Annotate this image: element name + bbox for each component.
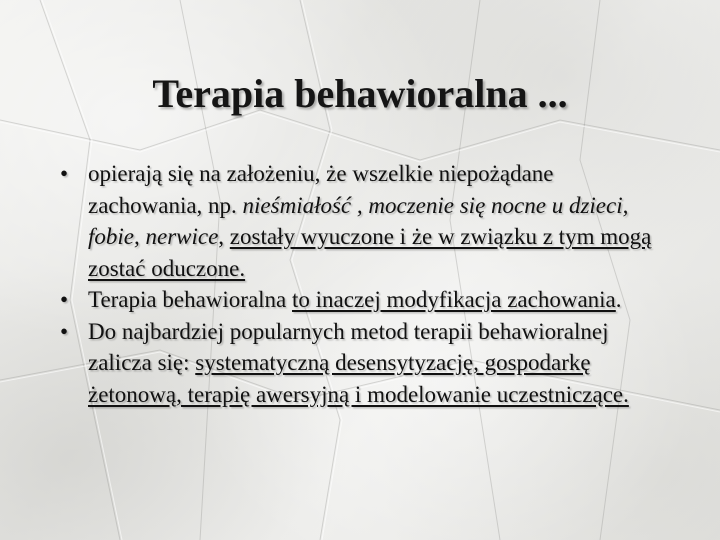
bullet-text: .: [615, 287, 622, 312]
bullet-item: [60, 316, 660, 411]
slide-body: [60, 158, 660, 410]
bullet-text-underlined: to inaczej modyfikacja zachowania: [292, 287, 616, 312]
bullet-item: [60, 158, 660, 284]
bullet-text-underlined: systematyczną desensytyzację, gospodarkę żetonową, terapię awersyjną i modelowanie uczestniczące.: [88, 350, 629, 407]
bullet-text-italic: nieśmiałość , moczenie się nocne u dzieci, fobie, nerwice: [88, 192, 629, 249]
bullet-marker: •: [60, 161, 69, 186]
bullet-text: Do najbardziej popularnych metod terapii behawioralnej zalicza się:: [88, 318, 609, 375]
bullet-text: ,: [218, 224, 230, 249]
bullet-marker: •: [60, 318, 69, 344]
bullet-item: [60, 284, 660, 316]
bullet-text-underlined: zostały wyuczone i że w związku z tym mogą zostać oduczone.: [88, 224, 652, 281]
bullet-marker: •: [60, 287, 69, 312]
bullet-text: opierają się na założeniu, że wszelkie niepożądane zachowania, np.: [88, 161, 554, 218]
bullet-text: Terapia behawioralna: [88, 287, 293, 312]
slide-title: Terapia behawioralna ...: [152, 71, 568, 116]
